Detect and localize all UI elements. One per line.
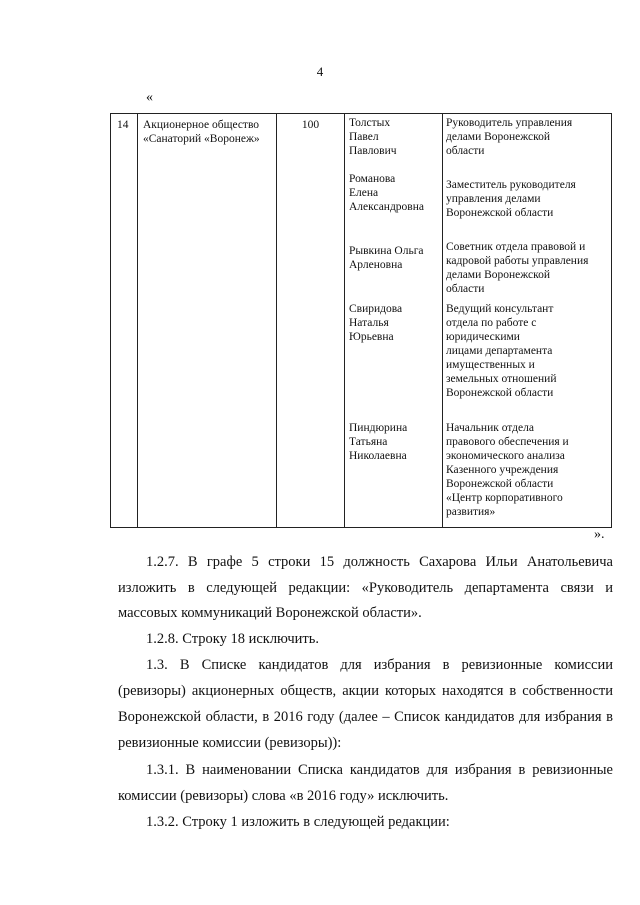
- paragraph-line: изложить в следующей редакции: «Руководитель департамента связи и: [118, 580, 613, 596]
- person-position: Заместитель руководителя управления делами Воронежской области: [446, 179, 576, 219]
- company-name-line: «Санаторий «Воронеж»: [143, 133, 260, 145]
- person-name: Толстых Павел Павлович: [349, 117, 397, 157]
- paragraph-line: комиссии (ревизоры) слова «в 2016 году» исключить.: [118, 788, 449, 804]
- paragraph-line: 1.3.1. В наименовании Списка кандидатов для избрания в ревизионные: [146, 762, 613, 778]
- person-name: Свиридова Наталья Юрьевна: [349, 303, 403, 343]
- person-position: Советник отдела правовой и кадровой работы управления делами Воронежской области: [446, 241, 589, 295]
- paragraph-line: 1.3. В Списке кандидатов для избрания в ревизионные комиссии: [146, 657, 613, 673]
- share-value: 100: [301, 119, 320, 131]
- table-row: [111, 114, 612, 528]
- closing-quote: ».: [594, 527, 605, 542]
- share-cell: [277, 114, 345, 528]
- page-number: 4: [316, 64, 324, 79]
- column-divider: [442, 114, 443, 527]
- person-name: Романова Елена Александровна: [349, 173, 424, 213]
- paragraph-line: 1.2.7. В графе 5 строки 15 должность Сахарова Ильи Анатольевича: [146, 554, 613, 570]
- paragraph-line: 1.3.2. Строку 1 изложить в следующей редакции:: [146, 814, 450, 830]
- paragraph-line: (ревизоры) акционерных обществ, акции которых находятся в собственности: [118, 683, 613, 699]
- candidates-table: [110, 113, 612, 528]
- row-number-cell: [111, 114, 138, 528]
- person-name: Рывкина Ольга Арленовна: [349, 245, 424, 271]
- company-cell: [138, 114, 277, 528]
- person-position: Начальник отдела правового обеспечения и экономического анализа Казенного учреждения Воронежской области «Центр корпоративного развития»: [446, 422, 569, 518]
- person-position: Ведущий консультант отдела по работе с юридическими лицами департамента имущественных и земельных отношений Воронежской области: [446, 303, 557, 399]
- person-name: Пиндюрина Татьяна Николаевна: [349, 422, 408, 462]
- paragraph-line: массовых коммуникаций Воронежской области».: [118, 605, 422, 621]
- paragraph-line: ревизионные комиссии (ревизоры)):: [118, 735, 342, 751]
- company-name-line: Акционерное общество: [143, 119, 260, 131]
- row-number: 14: [117, 119, 129, 131]
- paragraph-line: Воронежской области, в 2016 году (далее – Список кандидатов для избрания в: [118, 709, 613, 725]
- opening-quote: «: [146, 90, 153, 105]
- person-position: Руководитель управления делами Воронежской области: [446, 117, 573, 157]
- paragraph-line: 1.2.8. Строку 18 исключить.: [146, 631, 319, 647]
- names-cell: [345, 114, 612, 528]
